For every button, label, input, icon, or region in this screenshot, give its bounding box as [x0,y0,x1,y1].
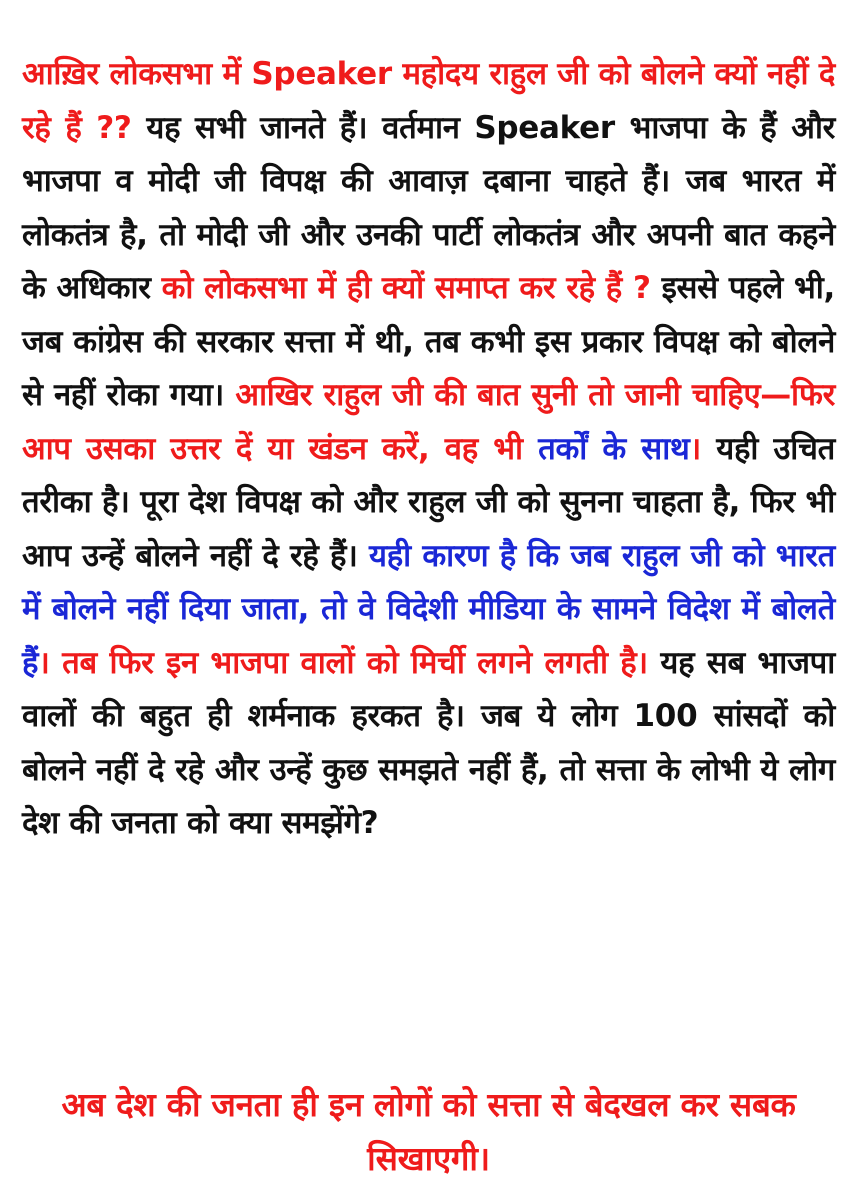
text-segment-foreign-media: यही कारण है कि जब राहुल जी को भारत में बोलने नहीं दिया जाता, तो वे विदेशी मीडिया के सामने विदेश में बोलते हैं [22,537,836,681]
text-segment-congress-era: इससे पहले भी, जब कांग्रेस की सरकार सत्ता में थी, तब कभी इस प्रकार विपक्ष को बोलने से नहीं रोका गया। [22,270,835,413]
body-paragraph [22,48,835,851]
text-segment-why-ending: को लोकसभा में ही क्यों समाप्त कर रहे हैं ? [161,270,651,306]
text-segment-danda: । [689,430,701,467]
text-segment-with-arguments: तर्कों के साथ [522,430,690,467]
text-segment-shameful: यह सब भाजपा वालों की बहुत ही शर्मनाक हरकत है। जब ये लोग 100 सांसदों को बोलने नहीं दे रहे और उन्हें कुछ समझते नहीं हैं, तो सत्ता के लोभी ये लोग देश की जनता को क्या समझेंगे? [22,644,835,841]
closing-statement: अब देश की जनता ही इन लोगों को सत्ता से बेदखल कर सबक सिखाएगी। [61,1085,796,1178]
text-block [22,48,835,851]
text-segment-chilli: । तब फिर इन भाजपा वालों को मिर्ची लगने लगती है। [38,644,648,681]
text-segment-speaker-bjp: यह सभी जानते हैं। वर्तमान Speaker भाजपा के हैं और भाजपा व मोदी जी विपक्ष की आवाज़ दबाना चाहते हैं। जब भारत में लोकतंत्र है, तो मोदी जी और उनकी पार्टी लोकतंत्र और अपनी बात कहने के अधिकार [22,109,835,306]
text-segment-should-listen: आखिर राहुल जी की बात सुनी तो जानी चाहिए—फिर आप उसका उत्तर दें या खंडन करें, वह भी [22,377,835,467]
text-segment-right-way: यही उचित तरीका है। पूरा देश विपक्ष को और राहुल जी को सुनना चाहता है, फिर भी आप उन्हें बोलने नहीं दे रहे हैं। [22,430,835,574]
text-segment-question: आख़िर लोकसभा में Speaker महोदय राहुल जी को बोलने क्यों नहीं दे रहे हैं ?? [22,56,835,146]
